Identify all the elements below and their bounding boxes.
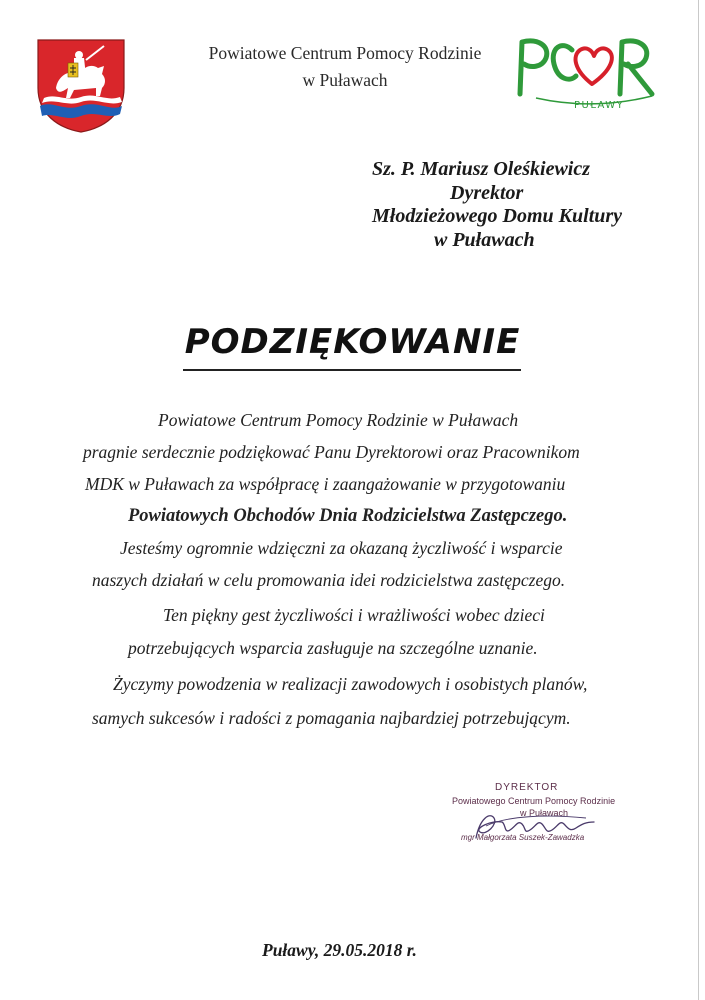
body-line: Ten piękny gest życzliwości i wrażliwości wobec dzieci	[163, 605, 545, 625]
addressee-institution: Młodzieżowego Domu Kultury	[372, 205, 623, 227]
title-underline	[183, 369, 521, 371]
addressee-block	[372, 158, 672, 252]
addressee-name: Sz. P. Mariusz Oleśkiewicz	[372, 158, 591, 180]
document-date: Puławy, 29.05.2018 r.	[262, 940, 417, 960]
logo-subtext: PUŁAWY	[574, 100, 625, 111]
coat-of-arms-icon	[34, 36, 128, 134]
document-title: PODZIĘKOWANIE	[184, 322, 521, 362]
heart-icon	[576, 48, 612, 84]
event-name: Powiatowych Obchodów Dnia Rodzicielstwa Zastępczego.	[128, 506, 568, 526]
body-line: potrzebujących wsparcia zasługuje na szczególne uznanie.	[128, 638, 538, 658]
addressee-position: Dyrektor	[450, 181, 524, 204]
body-line: Powiatowe Centrum Pomocy Rodzinie w Puławach	[158, 410, 519, 430]
body-line: pragnie serdecznie podziękować Panu Dyrektorowi oraz Pracownikom	[83, 442, 580, 462]
organization-header	[160, 40, 530, 94]
organization-name: Powiatowe Centrum Pomocy Rodzinie	[208, 43, 482, 63]
addressee-city: w Puławach	[434, 228, 535, 251]
stamp-title: DYREKTOR	[495, 782, 559, 793]
body-line: naszych działań w celu promowania idei rodzicielstwa zastępczego.	[92, 570, 566, 590]
page-edge	[698, 0, 699, 1000]
body-line: MDK w Puławach za współpracę i zaangażowanie w przygotowaniu	[85, 474, 566, 494]
stamp-organization: Powiatowego Centrum Pomocy Rodzinie	[452, 796, 616, 806]
stamp-city: w Puławach	[520, 808, 569, 818]
body-line: Jesteśmy ogromnie wdzięczni za okazaną życzliwość i wsparcie	[120, 538, 563, 558]
organization-city: w Puławach	[302, 70, 388, 90]
pcpr-logo-icon	[512, 36, 662, 112]
body-line: Życzymy powodzenia w realizacji zawodowych i osobistych planów,	[113, 674, 588, 694]
body-line: samych sukcesów i radości z pomagania najbardziej potrzebującym.	[92, 708, 571, 728]
handwritten-signature	[466, 808, 606, 844]
stamp-signatory: mgr Małgorzata Suszek-Zawadzka	[461, 833, 585, 842]
